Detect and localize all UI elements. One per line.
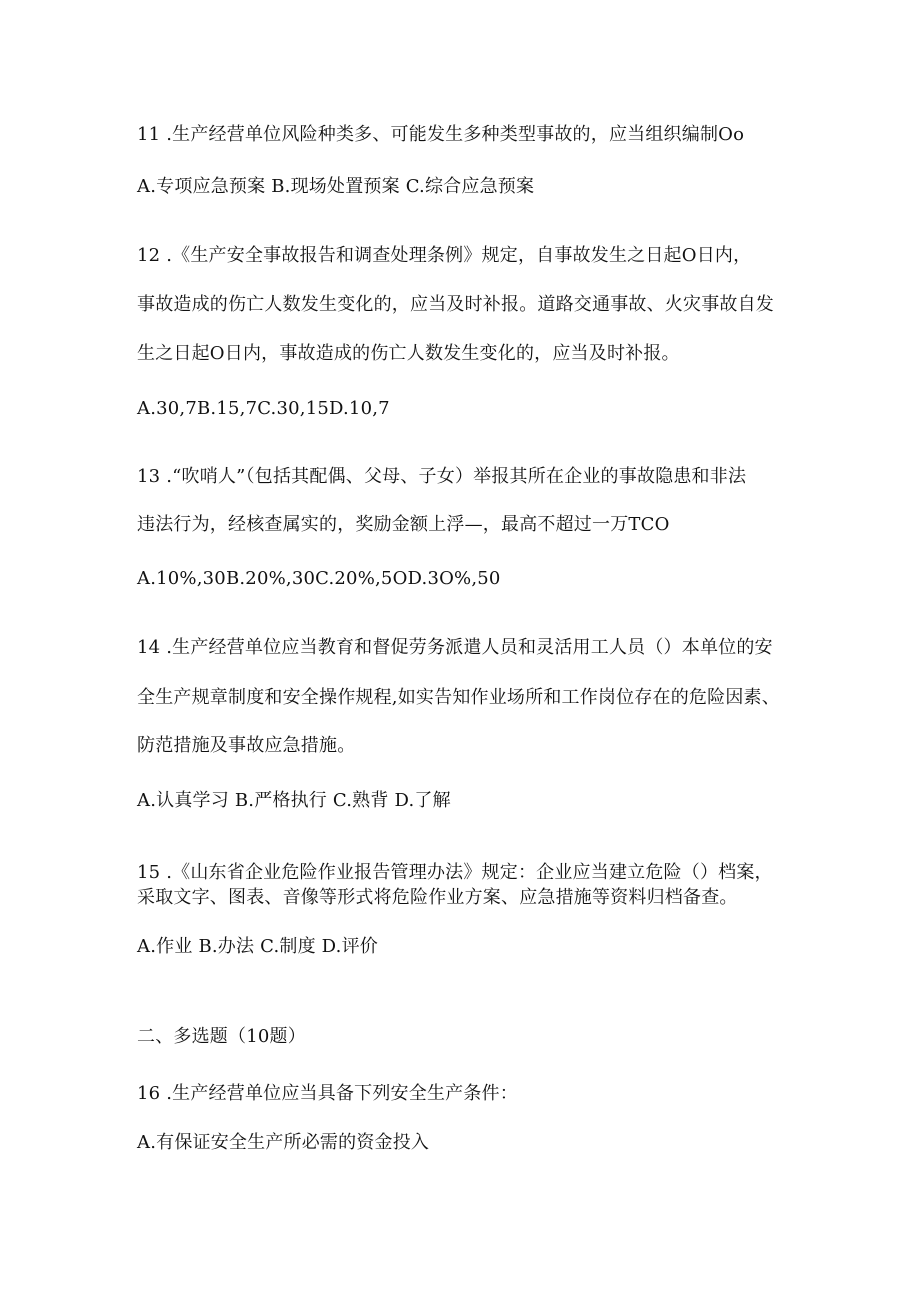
q15-stem-line-1: 15 .《山东省企业危险作业报告管理办法》规定：企业应当建立危险（）档案， xyxy=(137,862,773,883)
q12-options: A.30,7B.15,7C.30,15D.10,7 xyxy=(137,398,390,419)
q13-options: A.10%,30B.20%,30C.20%,5OD.3O%,50 xyxy=(137,568,501,589)
q14-stem-line-1: 14 .生产经营单位应当教育和督促劳务派遣人员和灵活用工人员（）本单位的安 xyxy=(137,637,773,658)
q13-stem-line-2: 违法行为，经核查属实的，奖励金额上浮—，最高不超过一万TCO xyxy=(137,514,670,535)
q15-options: A.作业 B.办法 C.制度 D.评价 xyxy=(137,936,378,957)
q12-stem-line-3: 生之日起O日内，事故造成的伤亡人数发生变化的，应当及时补报。 xyxy=(137,343,680,364)
q13-stem-line-1: 13 .“吹哨人”（包括其配偶、父母、子女）举报其所在企业的事故隐患和非法 xyxy=(137,466,747,487)
q12-stem-line-1: 12 .《生产安全事故报告和调查处理条例》规定，自事故发生之日起O日内， xyxy=(137,245,752,266)
q16-option-a: A.有保证安全生产所必需的资金投入 xyxy=(137,1132,430,1153)
q14-options: A.认真学习 B.严格执行 C.熟背 D.了解 xyxy=(137,790,451,811)
q11-stem: 11 .生产经营单位风险种类多、可能发生多种类型事故的，应当组织编制Oo xyxy=(137,124,745,145)
q14-stem-line-2: 全生产规章制度和安全操作规程,如实告知作业场所和工作岗位存在的危险因素、 xyxy=(137,687,780,708)
q14-stem-line-3: 防范措施及事故应急措施。 xyxy=(137,735,356,756)
q15-stem-line-2: 采取文字、图表、音像等形式将危险作业方案、应急措施等资料归档备查。 xyxy=(137,887,738,908)
q12-stem-line-2: 事故造成的伤亡人数发生变化的，应当及时补报。道路交通事故、火灾事故自发 xyxy=(137,294,774,315)
q11-options: A.专项应急预案 B.现场处置预案 C.综合应急预案 xyxy=(137,176,535,197)
q16-stem: 16 .生产经营单位应当具备下列安全生产条件： xyxy=(137,1083,518,1104)
section-heading: 二、多选题（10题） xyxy=(137,1026,306,1047)
